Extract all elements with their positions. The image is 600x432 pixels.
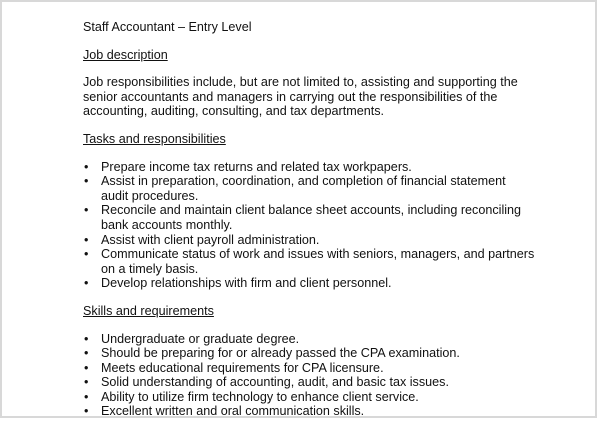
list-item-text: on a timely basis. bbox=[101, 261, 199, 276]
section-heading-job-description: Job description bbox=[83, 47, 168, 62]
job-description-paragraph bbox=[83, 75, 583, 119]
list-item-text: Undergraduate or graduate degree. bbox=[101, 331, 300, 346]
bullet-icon: • bbox=[84, 360, 89, 375]
bullet-icon: • bbox=[84, 346, 89, 361]
bullet-icon: • bbox=[84, 232, 89, 247]
paragraph-line: Job responsibilities include, but are not limited to, assisting and supporting the bbox=[83, 75, 518, 90]
list-item bbox=[83, 174, 583, 203]
paragraph-line: senior accountants and managers in carrying out the responsibilities of the bbox=[83, 89, 498, 104]
bullet-icon: • bbox=[84, 159, 89, 174]
section-heading-tasks: Tasks and responsibilities bbox=[83, 131, 226, 146]
list-item-text: Reconcile and maintain client balance sheet accounts, including reconciling bbox=[101, 203, 522, 218]
document-content bbox=[83, 20, 583, 432]
list-item bbox=[83, 375, 583, 390]
list-item-text: Should be preparing for or already passed the CPA examination. bbox=[101, 346, 460, 361]
paragraph-line: accounting, auditing, consulting, and tax departments. bbox=[83, 104, 385, 119]
list-item-text: Communicate status of work and issues with seniors, managers, and partners bbox=[101, 247, 535, 262]
document-title: Staff Accountant – Entry Level bbox=[83, 20, 252, 34]
list-item bbox=[83, 390, 583, 405]
list-item bbox=[83, 233, 583, 248]
bullet-icon: • bbox=[84, 203, 89, 218]
list-item bbox=[83, 247, 583, 276]
list-item bbox=[83, 332, 583, 347]
bullet-icon: • bbox=[84, 389, 89, 404]
list-item bbox=[83, 361, 583, 376]
bullet-icon: • bbox=[84, 331, 89, 346]
list-item-text: Meets educational requirements for CPA licensure. bbox=[101, 360, 384, 375]
skills-list bbox=[83, 332, 583, 420]
bullet-icon: • bbox=[84, 174, 89, 189]
list-item-text: Develop relationships with firm and client personnel. bbox=[101, 276, 392, 291]
bullet-icon: • bbox=[84, 375, 89, 390]
list-item-text: Solid understanding of accounting, audit, and basic tax issues. bbox=[101, 375, 449, 390]
list-item-text: Ability to utilize firm technology to enhance client service. bbox=[101, 389, 419, 404]
list-item bbox=[83, 203, 583, 232]
bullet-icon: • bbox=[84, 247, 89, 262]
list-item bbox=[83, 160, 583, 175]
list-item-text: Excellent written and oral communication skills. bbox=[101, 404, 365, 419]
bullet-icon: • bbox=[84, 276, 89, 291]
list-item bbox=[83, 346, 583, 361]
list-item bbox=[83, 404, 583, 419]
list-item-text: Assist with client payroll administration. bbox=[101, 232, 320, 247]
section-heading-skills: Skills and requirements bbox=[83, 303, 214, 318]
tasks-list bbox=[83, 160, 583, 291]
list-item-text: Prepare income tax returns and related tax workpapers. bbox=[101, 159, 412, 174]
list-item-text: bank accounts monthly. bbox=[101, 217, 233, 232]
list-item-text: audit procedures. bbox=[101, 188, 199, 203]
list-item bbox=[83, 276, 583, 291]
list-item-text: Assist in preparation, coordination, and completion of financial statement bbox=[101, 174, 506, 189]
bullet-icon: • bbox=[84, 404, 89, 419]
